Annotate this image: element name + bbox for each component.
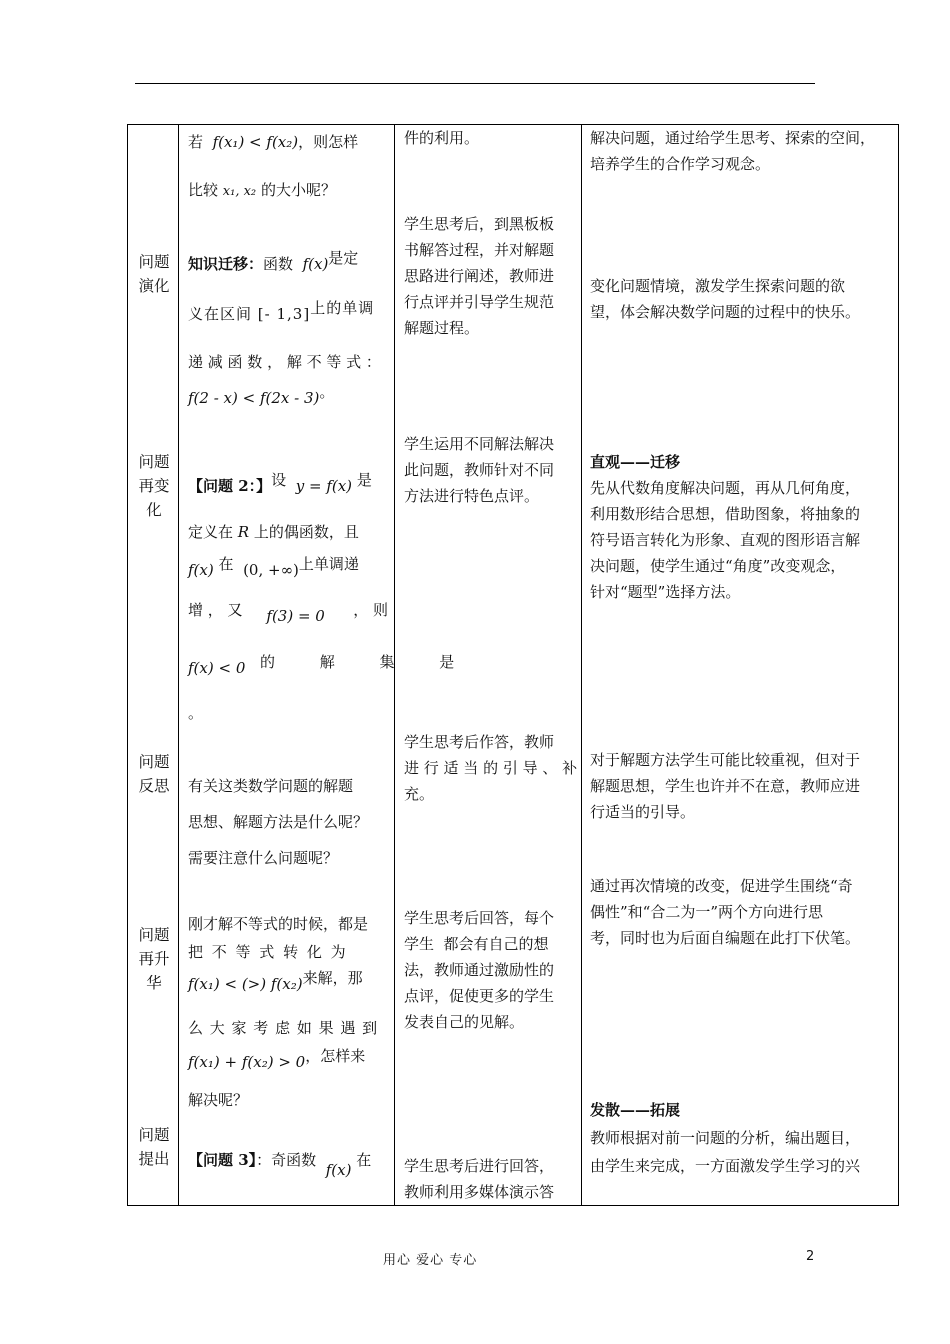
content-line: f(x) < 0 的 解 集 是: [188, 653, 475, 677]
content-line: 若 f(x₁) < f(x₂)，则怎样: [188, 133, 359, 151]
activity-line: 教师利用多媒体演示答: [404, 1183, 555, 1201]
activity-line: 发表自己的见解。: [404, 1013, 525, 1031]
intent-line: 由学生来完成，一方面激发学生学习的兴: [590, 1157, 861, 1175]
page-number: 2: [806, 1249, 815, 1264]
intent-line: 先从代数角度解决问题，再从几何角度，: [590, 479, 861, 497]
activity-line: 此问题，教师针对不同: [404, 461, 555, 479]
column-divider: [178, 125, 179, 1205]
reflection-line: 有关这类数学问题的解题: [188, 777, 354, 795]
activity-line: 解题过程。: [404, 319, 480, 337]
intent-heading: 直观——迁移: [590, 453, 681, 471]
activity-line: 学生思考后回答，每个: [404, 909, 555, 927]
activity-line: 充。: [404, 785, 435, 803]
intent-line: 符号语言转化为形象、直观的图形语言解: [590, 531, 861, 549]
stage-label-fansi: 问题反思: [138, 753, 170, 795]
intent-line: 培养学生的合作学习观念。: [590, 155, 771, 173]
intent-line: 望，体会解决数学问题的过程中的快乐。: [590, 303, 861, 321]
content-line: 增 ， 又 f(3) = 0 ， 则: [188, 601, 388, 625]
intent-line: 考，同时也为后面自编题在此打下伏笔。: [590, 929, 861, 947]
activity-line: 书解答过程，并对解题: [404, 241, 555, 259]
sublimation-line: 把 不 等 式 转 化 为: [188, 943, 348, 961]
activity-line: 学生 都会有自己的想: [404, 935, 549, 953]
activity-line: 学生思考后作答，教师: [404, 733, 555, 751]
intent-line: 对于解题方法学生可能比较重视，但对于: [590, 751, 861, 769]
stage-label-zaibianhua: 问题再变化: [138, 453, 170, 519]
content-line: f(2 - x) < f(2x - 3)。: [188, 383, 335, 407]
content-line: 递 减 函 数 ， 解 不 等 式 ：: [188, 353, 381, 371]
sublimation-line: 刚才解不等式的时候，都是: [188, 915, 369, 933]
intent-line: 变化问题情境，激发学生探索问题的欲: [590, 277, 846, 295]
sublimation-line: 解决呢？: [188, 1091, 249, 1109]
activity-line: 点评，促使更多的学生: [404, 987, 555, 1005]
intent-line: 教师根据对前一问题的分析，编出题目，: [590, 1129, 861, 1147]
problem-3: 【问题 3】：奇函数 f(x) 在: [188, 1151, 372, 1179]
intent-line: 决问题，使学生通过“角度”改变观念，: [590, 557, 846, 575]
knowledge-transfer: 知识迁移：函数 f(x)是定: [188, 249, 359, 273]
sublimation-line: 么 大 家 考 虑 如 果 遇 到: [188, 1019, 379, 1037]
content-line: 。: [188, 704, 204, 722]
intent-line: 偶性”和“合二为一”两个方向进行思: [590, 903, 824, 921]
intent-line: 解决问题，通过给学生思考、探索的空间，: [590, 129, 876, 147]
stage-label-tichu: 问题提出: [138, 1126, 170, 1168]
intent-line: 利用数形结合思想，借助图象，将抽象的: [590, 505, 861, 523]
content-line: 定义在 R 上的偶函数，且: [188, 523, 359, 541]
intent-heading: 发散——拓展: [590, 1101, 681, 1119]
content-line: f(x) 在 (0, +∞)上单调递: [188, 555, 359, 579]
lesson-table: [127, 124, 899, 1206]
content-line: 义在区间 [- 1,3]上的单调: [188, 299, 375, 323]
reflection-line: 思想、解题方法是什么呢？: [188, 813, 369, 831]
intent-line: 解题思想，学生也许并不在意，教师应进: [590, 777, 861, 795]
stage-label-yanhua: 问题演化: [138, 253, 170, 295]
activity-line: 行点评并引导学生规范: [404, 293, 555, 311]
activity-line: 思路进行阐述，教师进: [404, 267, 555, 285]
activity-line: 学生思考后进行回答，: [404, 1157, 555, 1175]
stage-label-shenghua: 问题再升华: [138, 926, 170, 992]
column-divider: [581, 125, 582, 1205]
reflection-line: 需要注意什么问题呢？: [188, 849, 339, 867]
activity-line: 学生运用不同解法解决: [404, 435, 555, 453]
header-rule: [135, 83, 815, 84]
problem-2: 【问题 2：】设 y = f(x) 是: [188, 471, 372, 495]
intent-line: 通过再次情境的改变，促进学生围绕“奇: [590, 877, 853, 895]
content-line: 比较 x₁, x₂ 的大小呢？: [188, 181, 336, 199]
activity-line: 法，教师通过激励性的: [404, 961, 555, 979]
page-footer: 用心 爱心 专心: [383, 1253, 478, 1268]
activity-line: 学生思考后，到黑板板: [404, 215, 555, 233]
sublimation-line: f(x₁) + f(x₂) > 0，怎样来: [188, 1047, 366, 1071]
intent-line: 行适当的引导。: [590, 803, 696, 821]
activity-line: 方法进行特色点评。: [404, 487, 540, 505]
activity-line: 进 行 适 当 的 引 导 、 补: [404, 759, 578, 777]
sublimation-line: f(x₁) < (>) f(x₂)来解，那: [188, 969, 363, 993]
activity-line: 件的利用。: [404, 129, 480, 147]
intent-line: 针对“题型”选择方法。: [590, 583, 741, 601]
